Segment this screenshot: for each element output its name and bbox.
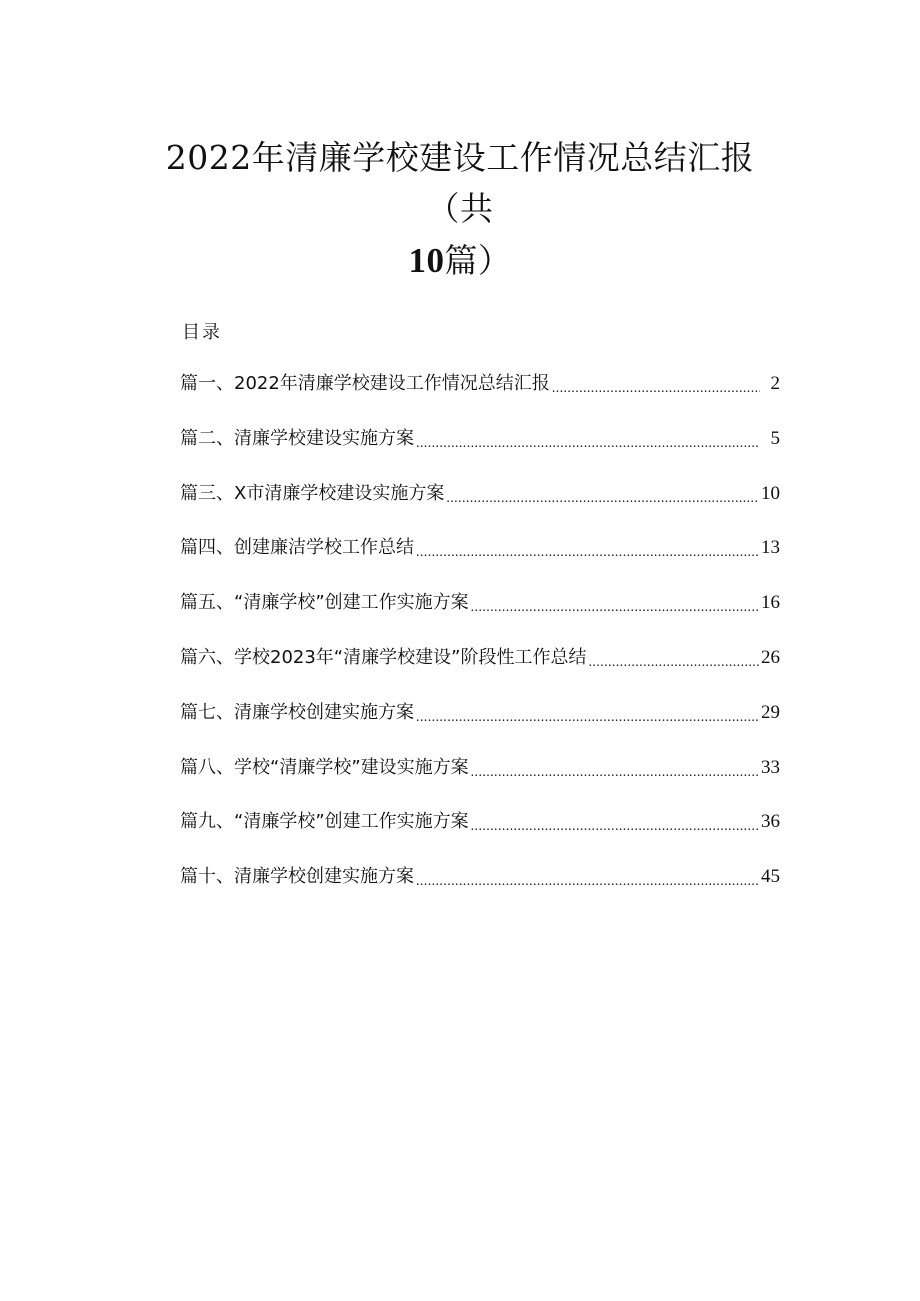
toc-entry-page: 45: [761, 866, 780, 888]
toc-leader-dots: [416, 425, 760, 453]
toc-entry-label: 篇四、创建廉洁学校工作总结: [180, 537, 414, 559]
toc-entry-page: 36: [761, 811, 780, 833]
toc-entry[interactable]: [180, 754, 780, 809]
document-title-count-suffix: 篇）: [444, 241, 512, 280]
toc-heading: 目录: [182, 322, 222, 343]
toc-entry-label: 篇六、学校2023年“清廉学校建设”阶段性工作总结: [180, 646, 587, 668]
toc-leader-dots: [471, 589, 759, 617]
toc-entry[interactable]: [180, 808, 780, 863]
document-title: [0, 137, 920, 179]
toc-leader-dots: [446, 480, 759, 508]
table-of-contents: [180, 370, 780, 918]
toc-entry-label: 篇八、学校“清廉学校”建设实施方案: [180, 756, 469, 778]
document-title-count-prefix: （共: [426, 189, 494, 228]
toc-entry[interactable]: [180, 370, 780, 425]
toc-entry-label: 篇一、2022年清廉学校建设工作情况总结汇报: [180, 373, 550, 394]
toc-leader-dots: [416, 699, 759, 727]
document-title-line2: [0, 188, 920, 230]
toc-leader-dots: [471, 808, 759, 836]
toc-entry-page: 16: [761, 592, 780, 614]
document-title-line3: [0, 240, 920, 282]
toc-entry[interactable]: [180, 480, 780, 535]
document-title-text: 2022年清廉学校建设工作情况总结汇报: [165, 138, 755, 177]
toc-entry[interactable]: [180, 534, 780, 589]
toc-entry[interactable]: [180, 699, 780, 754]
toc-entry-page: 26: [761, 646, 780, 668]
toc-entry[interactable]: [180, 863, 780, 918]
document-title-count-number: 10: [408, 241, 445, 280]
toc-entry-label: 篇九、“清廉学校”创建工作实施方案: [180, 811, 469, 833]
toc-leader-dots: [471, 754, 759, 782]
toc-entry-label: 篇三、X市清廉学校建设实施方案: [180, 482, 445, 504]
toc-entry-page: 2: [770, 373, 780, 394]
toc-leader-dots: [416, 863, 759, 891]
toc-entry-page: 10: [761, 482, 780, 504]
toc-entry[interactable]: [180, 425, 780, 480]
toc-entry-page: 33: [761, 756, 780, 778]
toc-entry-label: 篇二、清廉学校建设实施方案: [180, 427, 414, 449]
toc-entry-label: 篇七、清廉学校创建实施方案: [180, 701, 414, 723]
toc-entry-page: 13: [761, 537, 780, 559]
toc-entry-page: 5: [770, 427, 780, 449]
toc-entry[interactable]: [180, 644, 780, 699]
toc-leader-dots: [588, 644, 759, 672]
toc-leader-dots: [552, 370, 760, 398]
toc-leader-dots: [416, 534, 759, 562]
toc-entry-label: 篇十、清廉学校创建实施方案: [180, 866, 414, 888]
toc-entry[interactable]: [180, 589, 780, 644]
toc-entry-page: 29: [761, 701, 780, 723]
toc-entry-label: 篇五、“清廉学校”创建工作实施方案: [180, 592, 469, 614]
